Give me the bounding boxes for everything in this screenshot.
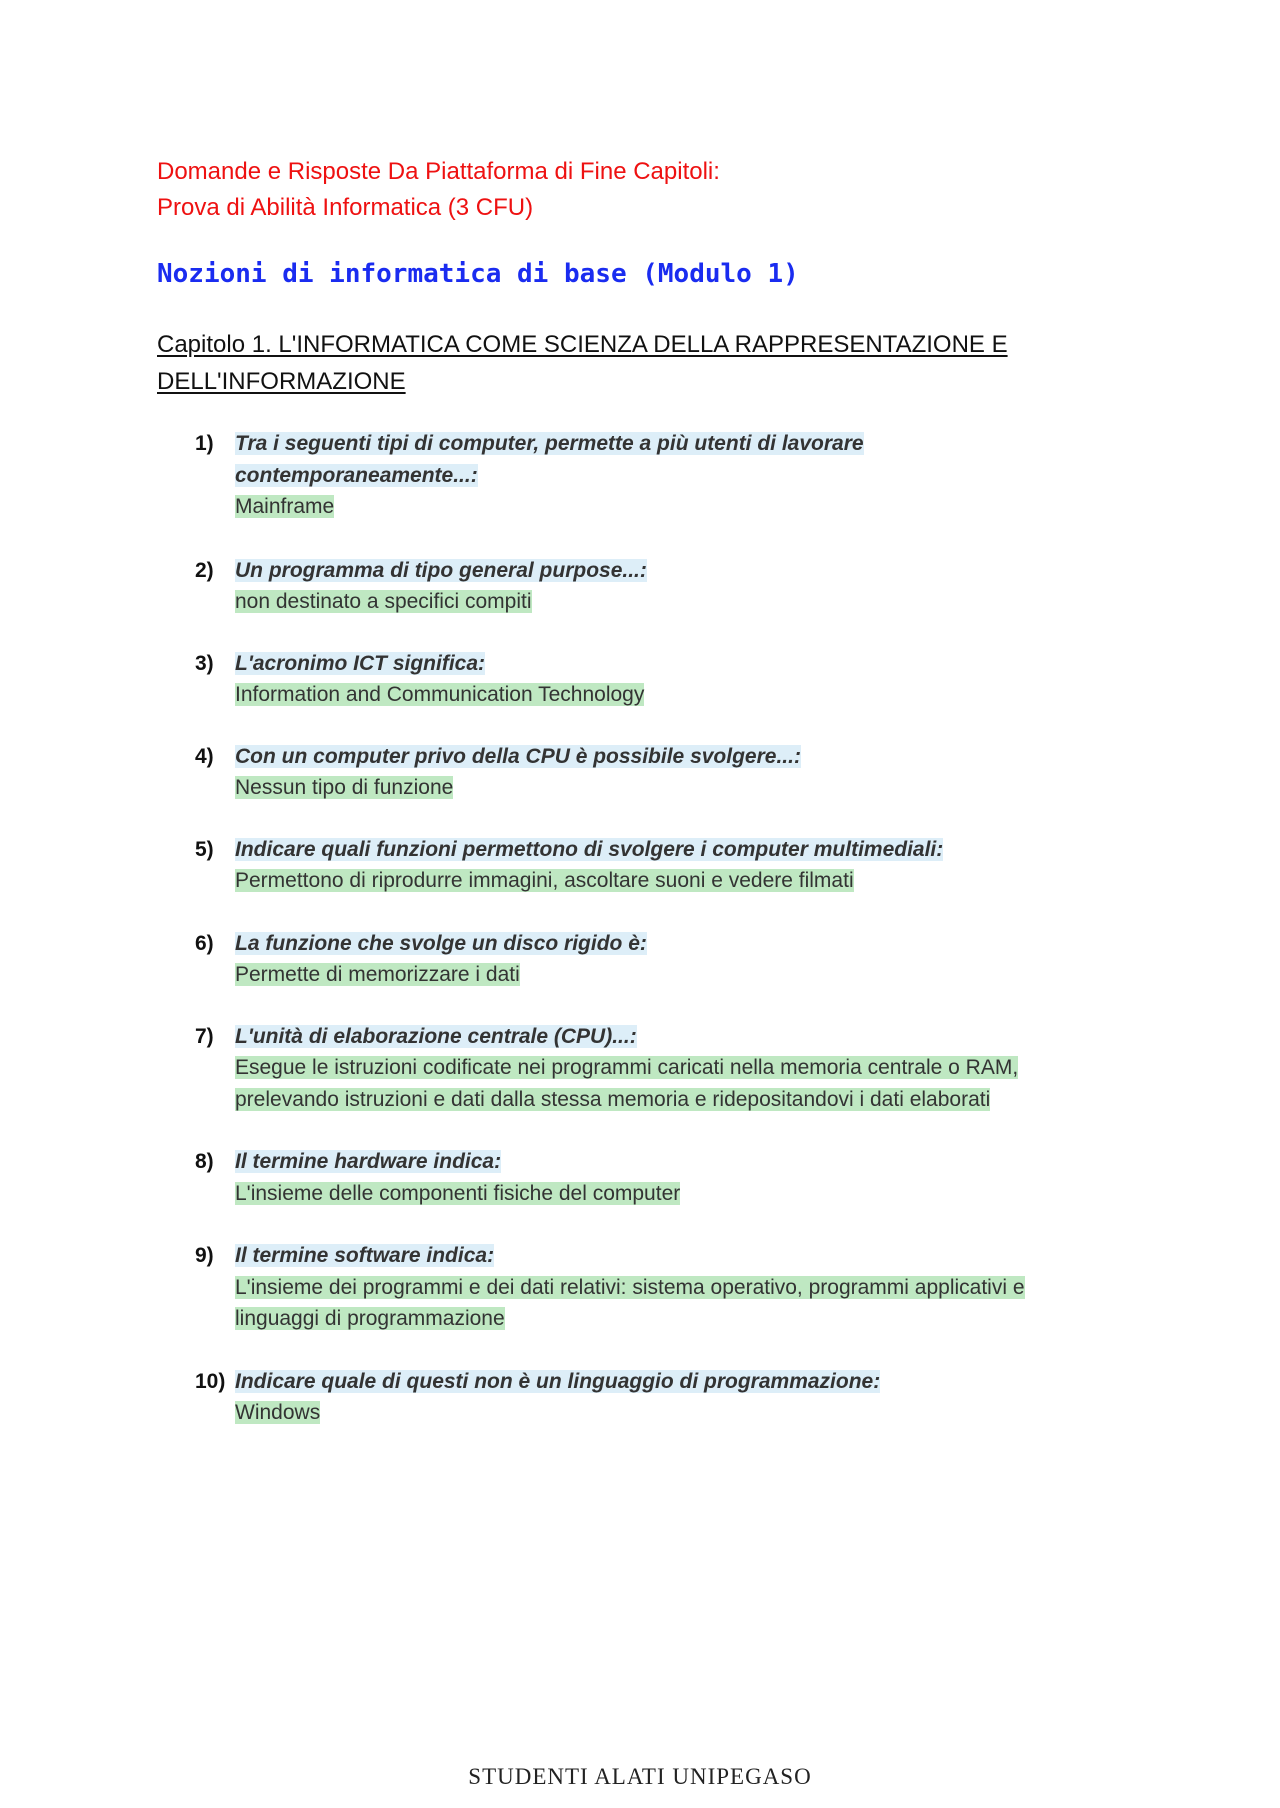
question-text: Un programma di tipo general purpose...: [235,558,647,582]
question-list [195,428,1095,1429]
question-item [195,648,1095,711]
answer-text: non destinato a specifici compiti [235,590,532,613]
question-number: 8) [195,1150,214,1173]
question-text: Tra i seguenti tipi di computer, permette a più utenti di lavorare contemporaneamente...: [235,432,864,487]
question-number: 2) [195,558,214,582]
answer-text: L'insieme dei programmi e dei dati relativi: sistema operativo, programmi applicativi e linguaggi di programmazione [235,1275,1025,1330]
answer-text: L'insieme delle componenti fisiche del computer [235,1181,681,1205]
question-number: 4) [195,744,214,768]
header-line-2: Prova di Abilità Informatica (3 CFU) [157,194,534,221]
question-text: Il termine hardware indica: [235,1150,502,1173]
question-text: Il termine software indica: [235,1244,495,1267]
answer-text: Windows [235,1401,321,1424]
question-item [195,928,1095,991]
footer-brand: STUDENTI ALATI UNIPEGASO [468,1764,812,1789]
question-item [195,555,1095,618]
question-item [195,741,1095,804]
question-number: 9) [195,1244,214,1267]
question-number: 10) [195,1369,226,1393]
question-item [195,428,1095,523]
header-line-1: Domande e Risposte Da Piattaforma di Fine Capitoli: [157,158,720,185]
answer-text: Information and Communication Technology [235,683,645,706]
answer-text: Permette di memorizzare i dati [235,963,520,986]
question-item [195,1146,1095,1209]
question-text: L'unità di elaborazione centrale (CPU)...: [235,1024,637,1048]
question-number: 7) [195,1024,214,1048]
question-text: La funzione che svolge un disco rigido è: [235,931,647,955]
question-number: 1) [195,432,214,455]
question-number: 5) [195,837,214,861]
question-number: 3) [195,651,214,675]
answer-text: Nessun tipo di funzione [235,776,454,799]
question-text: Indicare quali funzioni permettono di svolgere i computer multimediali: [235,837,944,861]
question-item [195,1366,1095,1429]
answer-text: Permettono di riprodurre immagini, ascoltare suoni e vedere filmati [235,869,854,892]
answer-text: Mainframe [235,495,335,518]
answer-text: Esegue le istruzioni codificate nei programmi caricati nella memoria centrale o RAM, prelevando istruzioni e dati dalla stessa memoria e ridepositandovi i dati elaborati [235,1056,1019,1111]
question-number: 6) [195,931,214,955]
question-item [195,834,1095,897]
question-item [195,1021,1095,1116]
question-text: Con un computer privo della CPU è possibile svolgere...: [235,744,801,768]
question-item [195,1240,1095,1335]
question-text: Indicare quale di questi non è un linguaggio di programmazione: [235,1369,881,1393]
module-title: Nozioni di informatica di base (Modulo 1) [157,259,799,289]
question-text: L'acronimo ICT significa: [235,651,486,675]
document-header [157,154,720,226]
chapter-title: Capitolo 1. L'INFORMATICA COME SCIENZA DELLA RAPPRESENTAZIONE E DELL'INFORMAZIONE [157,331,1008,395]
